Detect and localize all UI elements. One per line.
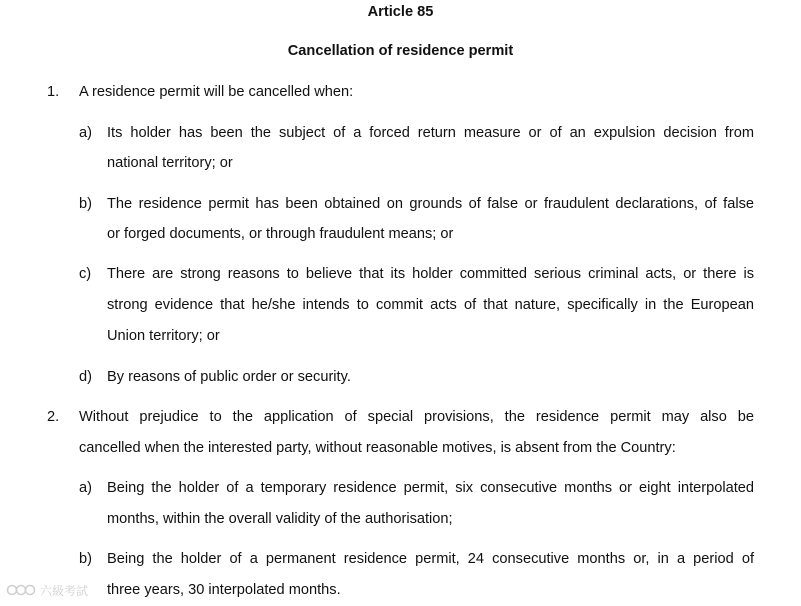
watermark-logo-icon (6, 581, 36, 599)
item-text-line: Being the holder of a permanent residence permit, 24 consecutive months or, in a period of (107, 551, 754, 567)
paragraph-text: A residence permit will be cancelled when: (79, 84, 354, 100)
item-label: a) (79, 480, 92, 496)
item-label: d) (79, 369, 92, 385)
article-title: Article 85 (367, 4, 434, 20)
paragraph-number: 2. (47, 409, 60, 425)
item-label: c) (79, 266, 92, 282)
item-text-line: Being the holder of a temporary residence permit, six consecutive months or eight interpolated (107, 480, 754, 496)
item-label: b) (79, 196, 92, 212)
item-text-line: Union territory; or (107, 328, 220, 344)
item-text-line: months, within the overall validity of the authorisation; (107, 511, 453, 527)
item-text-line: There are strong reasons to believe that its holder committed serious criminal acts, or there is (107, 266, 754, 282)
item-text-line: three years, 30 interpolated months. (107, 582, 341, 598)
paragraph-number: 1. (47, 84, 60, 100)
item-text-line: strong evidence that he/she intends to commit acts of that nature, specifically in the European (107, 297, 754, 313)
item-text-line: By reasons of public order or security. (107, 369, 351, 385)
item-text-line: Its holder has been the subject of a forced return measure or of an expulsion decision from (107, 125, 754, 141)
item-label: b) (79, 551, 92, 567)
section-heading: Cancellation of residence permit (287, 43, 514, 59)
watermark (6, 579, 88, 601)
watermark-text: 六級考試 (40, 583, 89, 598)
item-label: a) (79, 125, 92, 141)
paragraph-text: Without prejudice to the application of special provisions, the residence permit may also be (79, 409, 754, 425)
item-text-line: national territory; or (107, 155, 233, 171)
item-text-line: The residence permit has been obtained on grounds of false or fraudulent declarations, of false (107, 196, 754, 212)
paragraph-text: cancelled when the interested party, without reasonable motives, is absent from the Country: (79, 440, 676, 456)
item-text-line: or forged documents, or through fraudulent means; or (107, 226, 454, 242)
